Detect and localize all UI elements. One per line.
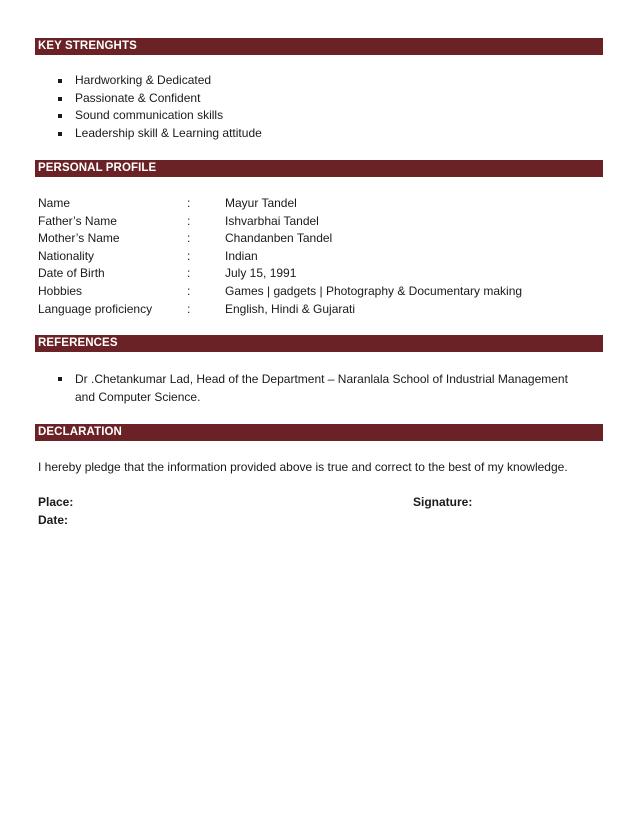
list-item: Hardworking & Dedicated: [57, 72, 262, 90]
profile-label: Mother’s Name: [38, 231, 120, 246]
key-strengths-heading: KEY STRENGHTS: [35, 38, 603, 55]
profile-separator: :: [187, 266, 191, 281]
profile-separator: :: [187, 301, 191, 316]
profile-value: English, Hindi & Gujarati: [225, 301, 356, 316]
profile-row-hobbies: [38, 283, 522, 301]
profile-row-name: [38, 195, 522, 213]
list-item: Dr .Chetankumar Lad, Head of the Department – Naranlala School of Industrial Management and Computer Science.: [57, 370, 587, 406]
profile-value: Mayur Tandel: [225, 196, 297, 210]
profile-row-mothers-name: [38, 230, 522, 248]
date-label: Date:: [38, 513, 69, 527]
profile-value: Ishvarbhai Tandel: [225, 213, 319, 228]
profile-separator: :: [187, 196, 191, 210]
declaration-heading: DECLARATION: [35, 424, 603, 441]
profile-separator: :: [187, 231, 191, 246]
profile-separator: :: [187, 248, 191, 263]
profile-separator: :: [187, 283, 191, 298]
profile-label: Hobbies: [38, 283, 83, 298]
personal-profile-table: [38, 195, 522, 318]
profile-value: July 15, 1991: [225, 266, 297, 281]
place-label: Place:: [38, 495, 74, 509]
profile-label: Nationality: [38, 248, 95, 263]
profile-label: Name: [38, 196, 71, 210]
profile-row-nationality: [38, 248, 522, 266]
profile-label: Language proficiency: [38, 301, 153, 316]
profile-label: Date of Birth: [38, 266, 105, 281]
profile-value: Games | gadgets | Photography & Documentary making: [225, 283, 523, 298]
declaration-text: I hereby pledge that the information provided above is true and correct to the best of my knowledge.: [38, 460, 568, 474]
profile-value: Indian: [225, 248, 258, 263]
list-item: Sound communication skills: [57, 107, 262, 125]
key-strengths-list: [57, 72, 262, 143]
profile-label: Father’s Name: [38, 213, 117, 228]
profile-row-fathers-name: [38, 213, 522, 231]
list-item: Passionate & Confident: [57, 90, 262, 108]
signature-label: Signature:: [413, 495, 473, 509]
profile-row-language-proficiency: [38, 301, 522, 319]
profile-value: Chandanben Tandel: [225, 231, 333, 246]
list-item: Leadership skill & Learning attitude: [57, 125, 262, 143]
references-list: [57, 370, 587, 406]
profile-row-date-of-birth: [38, 265, 522, 283]
profile-separator: :: [187, 213, 191, 228]
references-heading: REFERENCES: [35, 335, 603, 352]
personal-profile-heading: PERSONAL PROFILE: [35, 160, 603, 177]
